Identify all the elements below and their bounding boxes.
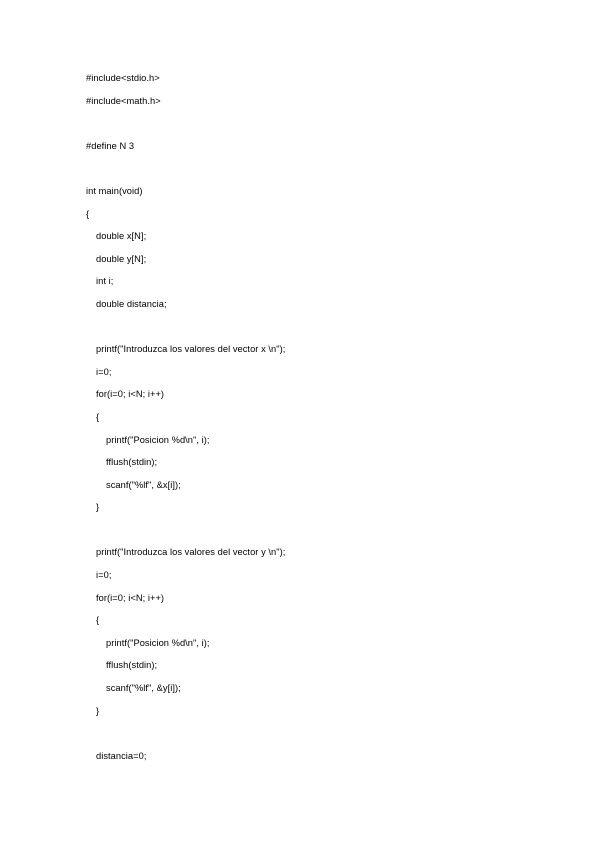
code-line: fflush(stdin); (106, 457, 158, 468)
code-line: } (96, 502, 100, 513)
code-line: int i; (96, 276, 114, 287)
code-line: #define N 3 (86, 140, 135, 151)
code-line: { (96, 411, 100, 422)
code-line: scanf("%lf", &y[i]); (106, 683, 181, 694)
code-line: printf("Introduzca los valores del vector y \n"); (96, 547, 286, 558)
code-line: printf("Posicion %d\n", i); (106, 434, 210, 445)
blank-line (86, 115, 566, 138)
code-line: printf("Posicion %d\n", i); (106, 637, 210, 648)
code-line: fflush(stdin); (106, 660, 158, 671)
code-line: printf("Introduzca los valores del vector x \n"); (96, 344, 286, 355)
code-line: scanf("%lf", &x[i]); (106, 479, 181, 490)
code-line: i=0; (96, 366, 112, 377)
code-line: int main(void) (86, 185, 143, 196)
blank-line (86, 725, 566, 748)
blank-line (86, 319, 566, 342)
code-line: { (96, 615, 100, 626)
code-line: distancia=0; (96, 750, 147, 761)
code-line: double y[N]; (96, 253, 147, 264)
code-line: i=0; (96, 570, 112, 581)
code-line: #include<math.h> (86, 95, 161, 106)
code-line: { (86, 208, 90, 219)
blank-line (86, 160, 566, 183)
code-line: #include<stdio.h> (86, 73, 160, 83)
code-listing (86, 70, 566, 770)
code-line: double x[N]; (96, 231, 147, 242)
code-line: double distancia; (96, 298, 167, 309)
code-line: for(i=0; i<N; i++) (96, 389, 165, 400)
code-line: for(i=0; i<N; i++) (96, 592, 165, 603)
blank-line (86, 522, 566, 545)
code-line: } (96, 705, 100, 716)
